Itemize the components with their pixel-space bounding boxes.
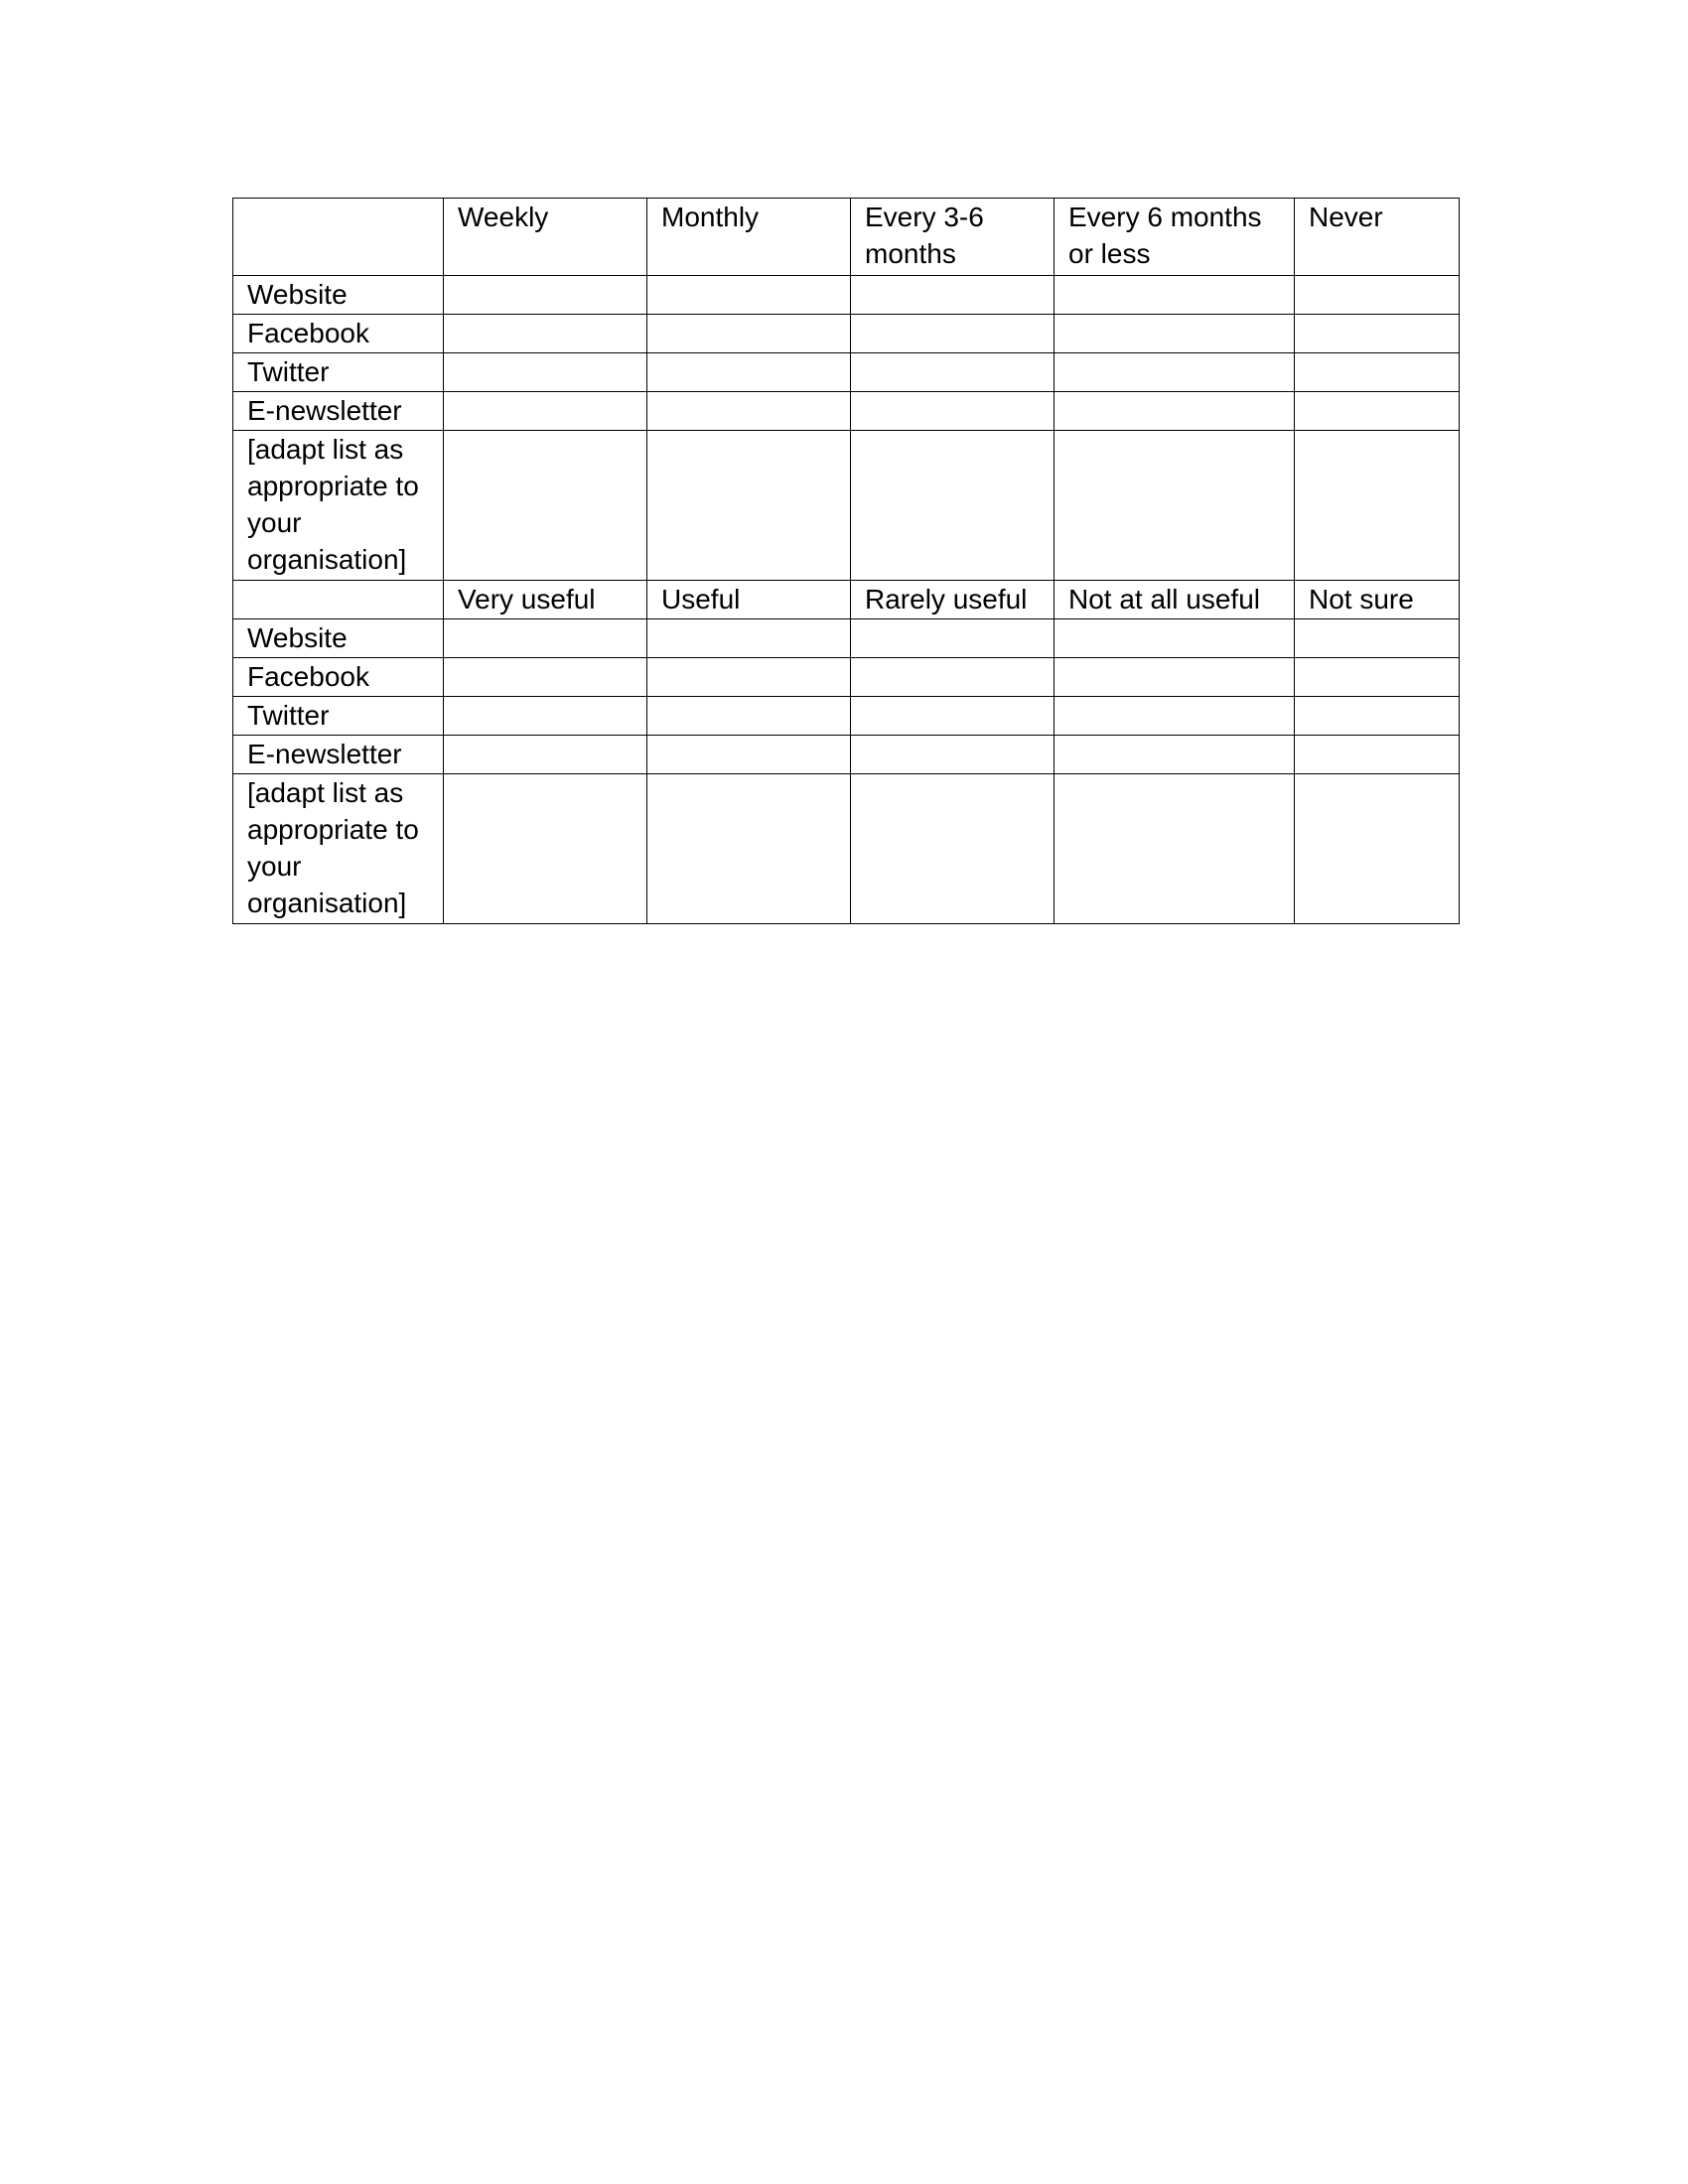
table-row (233, 276, 1460, 315)
empty-cell (851, 315, 1055, 353)
header-cell-empty (233, 581, 444, 619)
row-label: [adapt list as appropriate to your organisation] (233, 431, 444, 581)
empty-cell (851, 353, 1055, 392)
header-cell-every-3-6-months: Every 3-6 months (851, 199, 1055, 276)
table-row (233, 619, 1460, 658)
empty-cell (1295, 392, 1460, 431)
header-cell-never: Never (1295, 199, 1460, 276)
empty-cell (647, 697, 851, 736)
header-cell-not-sure: Not sure (1295, 581, 1460, 619)
empty-cell (851, 736, 1055, 774)
empty-cell (647, 276, 851, 315)
empty-cell (1055, 276, 1295, 315)
table-row (233, 315, 1460, 353)
empty-cell (444, 392, 647, 431)
empty-cell (444, 431, 647, 581)
empty-cell (1295, 276, 1460, 315)
empty-cell (851, 431, 1055, 581)
empty-cell (851, 697, 1055, 736)
empty-cell (851, 276, 1055, 315)
row-label: Website (233, 619, 444, 658)
empty-cell (647, 658, 851, 697)
empty-cell (647, 736, 851, 774)
table-row (233, 658, 1460, 697)
empty-cell (1295, 736, 1460, 774)
row-label: E-newsletter (233, 736, 444, 774)
row-label: Facebook (233, 658, 444, 697)
empty-cell (1055, 658, 1295, 697)
table-row (233, 697, 1460, 736)
table-row (233, 392, 1460, 431)
empty-cell (444, 315, 647, 353)
empty-cell (444, 697, 647, 736)
survey-table (232, 198, 1460, 924)
empty-cell (1055, 315, 1295, 353)
empty-cell (1295, 658, 1460, 697)
empty-cell (1295, 353, 1460, 392)
empty-cell (647, 315, 851, 353)
header-cell-monthly: Monthly (647, 199, 851, 276)
header-cell-weekly: Weekly (444, 199, 647, 276)
empty-cell (851, 392, 1055, 431)
table-row (233, 736, 1460, 774)
header-cell-not-at-all-useful: Not at all useful (1055, 581, 1295, 619)
empty-cell (647, 774, 851, 924)
empty-cell (851, 619, 1055, 658)
row-label: Twitter (233, 353, 444, 392)
empty-cell (1055, 353, 1295, 392)
empty-cell (1055, 736, 1295, 774)
row-label: Website (233, 276, 444, 315)
header-cell-very-useful: Very useful (444, 581, 647, 619)
empty-cell (444, 619, 647, 658)
empty-cell (444, 736, 647, 774)
empty-cell (647, 392, 851, 431)
empty-cell (1055, 697, 1295, 736)
empty-cell (1055, 619, 1295, 658)
row-label: Facebook (233, 315, 444, 353)
empty-cell (1295, 697, 1460, 736)
empty-cell (1055, 392, 1295, 431)
empty-cell (1295, 774, 1460, 924)
header-cell-rarely-useful: Rarely useful (851, 581, 1055, 619)
row-label: [adapt list as appropriate to your organisation] (233, 774, 444, 924)
header-cell-every-6-months-or-less: Every 6 months or less (1055, 199, 1295, 276)
empty-cell (1295, 431, 1460, 581)
empty-cell (444, 353, 647, 392)
table-row (233, 774, 1460, 924)
row-label: Twitter (233, 697, 444, 736)
empty-cell (444, 658, 647, 697)
empty-cell (444, 774, 647, 924)
empty-cell (851, 774, 1055, 924)
empty-cell (1055, 774, 1295, 924)
empty-cell (647, 431, 851, 581)
table-row (233, 431, 1460, 581)
table-row (233, 353, 1460, 392)
empty-cell (647, 619, 851, 658)
header-cell-empty (233, 199, 444, 276)
empty-cell (1295, 619, 1460, 658)
empty-cell (1055, 431, 1295, 581)
frequency-header-row (233, 199, 1460, 276)
empty-cell (1295, 315, 1460, 353)
empty-cell (444, 276, 647, 315)
empty-cell (647, 353, 851, 392)
header-cell-useful: Useful (647, 581, 851, 619)
empty-cell (851, 658, 1055, 697)
row-label: E-newsletter (233, 392, 444, 431)
usefulness-header-row (233, 581, 1460, 619)
